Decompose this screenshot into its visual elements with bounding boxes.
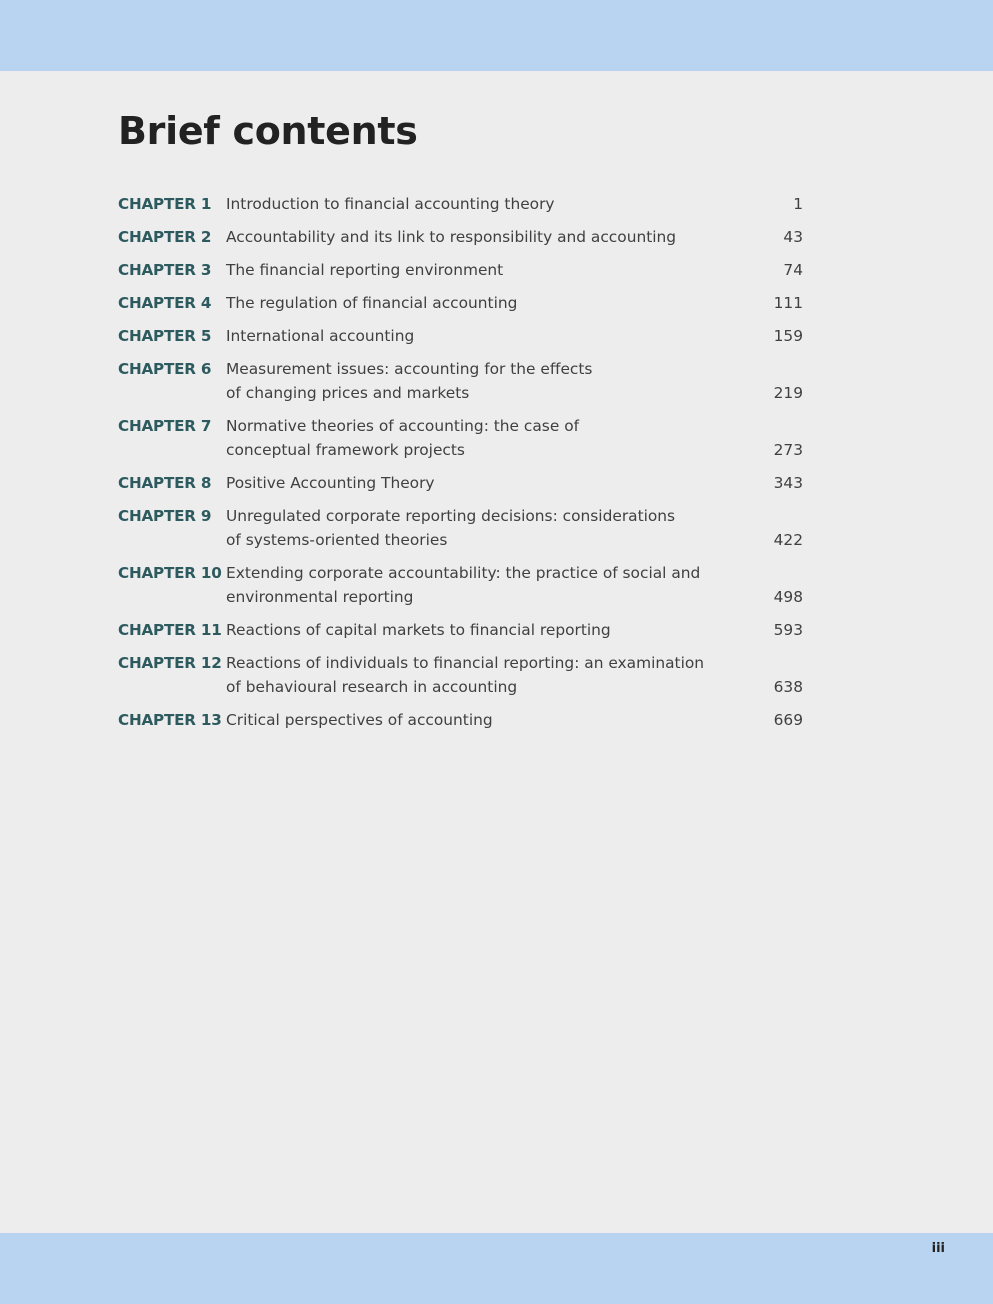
page-number-ref: 638 (773, 678, 803, 696)
page-number: iii (931, 1241, 945, 1256)
chapter-title (226, 504, 716, 552)
toc-entry[interactable] (118, 225, 808, 249)
toc-entry[interactable] (118, 192, 808, 216)
chapter-title-line: Positive Accounting Theory (226, 474, 435, 492)
page-number-ref: 219 (773, 384, 803, 402)
toc-entry[interactable] (118, 651, 808, 699)
chapter-title-line: of behavioural research in accounting (226, 678, 518, 696)
chapter-title (226, 324, 716, 348)
chapter-label: CHAPTER 12 (118, 654, 222, 672)
chapter-title-line: Extending corporate accountability: the practice of social and (226, 564, 701, 582)
chapter-title (226, 561, 716, 609)
toc-entry[interactable] (118, 561, 808, 609)
page-number-ref: 498 (773, 588, 803, 606)
chapter-title-line: Introduction to financial accounting theory (226, 195, 555, 213)
chapter-title (226, 192, 716, 216)
toc-entry[interactable] (118, 414, 808, 462)
toc-entry[interactable] (118, 471, 808, 495)
chapter-title (226, 471, 716, 495)
toc-entry[interactable] (118, 618, 808, 642)
chapter-label: CHAPTER 9 (118, 507, 212, 525)
page-number-ref: 111 (773, 294, 803, 312)
toc-entry[interactable] (118, 708, 808, 732)
chapter-title (226, 357, 716, 405)
chapter-title-line: environmental reporting (226, 588, 414, 606)
chapter-title (226, 618, 716, 642)
chapter-label: CHAPTER 2 (118, 228, 212, 246)
chapter-title (226, 258, 716, 282)
chapter-label: CHAPTER 8 (118, 474, 212, 492)
page-number-ref: 74 (783, 261, 803, 279)
toc-entry[interactable] (118, 324, 808, 348)
chapter-label: CHAPTER 1 (118, 195, 212, 213)
chapter-title-line: conceptual framework projects (226, 441, 465, 459)
chapter-label: CHAPTER 11 (118, 621, 222, 639)
page-title: Brief contents (118, 109, 418, 153)
chapter-label: CHAPTER 13 (118, 711, 222, 729)
chapter-label: CHAPTER 4 (118, 294, 212, 312)
page-number-ref: 669 (773, 711, 803, 729)
page-number-ref: 273 (773, 441, 803, 459)
chapter-label: CHAPTER 3 (118, 261, 212, 279)
chapter-title-line: The regulation of financial accounting (226, 294, 518, 312)
chapter-title-line: of changing prices and markets (226, 384, 470, 402)
bottom-band (0, 1233, 993, 1304)
page-number-ref: 159 (773, 327, 803, 345)
chapter-title-line: The financial reporting environment (226, 261, 504, 279)
chapter-label: CHAPTER 5 (118, 327, 212, 345)
chapter-title-line: of systems-oriented theories (226, 531, 448, 549)
chapter-title (226, 291, 716, 315)
toc-entry[interactable] (118, 357, 808, 405)
toc-entry[interactable] (118, 291, 808, 315)
chapter-title (226, 225, 716, 249)
chapter-title-line: Critical perspectives of accounting (226, 711, 493, 729)
chapter-title-line: Reactions of individuals to financial reporting: an examination (226, 654, 705, 672)
chapter-title (226, 414, 716, 462)
chapter-title (226, 651, 716, 699)
page-number-ref: 593 (773, 621, 803, 639)
page-number-ref: 43 (783, 228, 803, 246)
chapter-label: CHAPTER 6 (118, 360, 212, 378)
chapter-title (226, 708, 716, 732)
chapter-label: CHAPTER 10 (118, 564, 222, 582)
page-number-ref: 422 (773, 531, 803, 549)
chapter-title-line: International accounting (226, 327, 415, 345)
table-of-contents (118, 192, 808, 741)
chapter-title-line: Reactions of capital markets to financial reporting (226, 621, 611, 639)
page-number-ref: 1 (793, 195, 803, 213)
chapter-title-line: Accountability and its link to responsibility and accounting (226, 228, 677, 246)
top-band (0, 0, 993, 71)
chapter-title-line: Measurement issues: accounting for the effects (226, 360, 593, 378)
toc-entry[interactable] (118, 258, 808, 282)
chapter-title-line: Unregulated corporate reporting decisions: considerations (226, 507, 676, 525)
page-number-ref: 343 (773, 474, 803, 492)
chapter-title-line: Normative theories of accounting: the case of (226, 417, 580, 435)
chapter-label: CHAPTER 7 (118, 417, 212, 435)
toc-entry[interactable] (118, 504, 808, 552)
